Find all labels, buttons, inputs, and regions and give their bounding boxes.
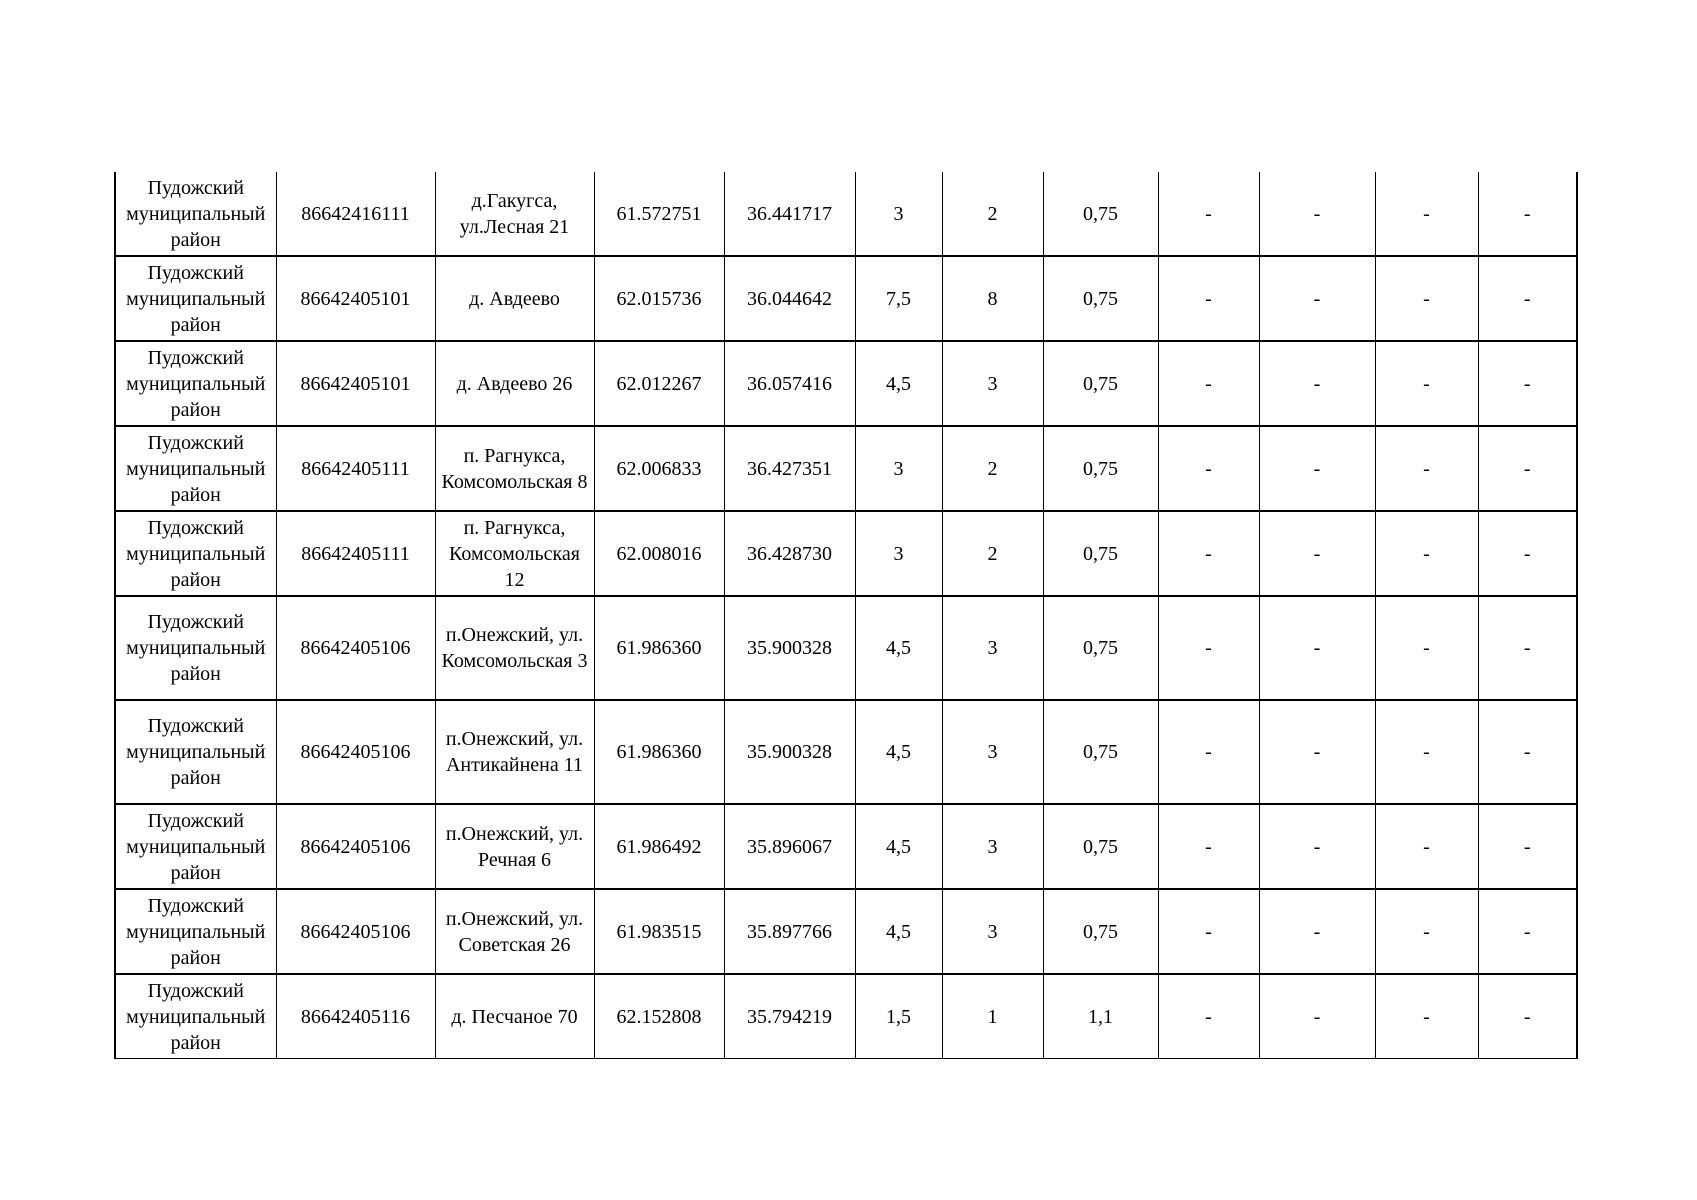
value-cell: 3 [942, 889, 1043, 974]
value-cell: 4,5 [855, 596, 942, 700]
value-cell: - [1158, 700, 1259, 804]
value-cell: 2 [942, 172, 1043, 256]
value-cell: - [1259, 256, 1375, 341]
value-cell: - [1259, 596, 1375, 700]
value-cell: 0,75 [1043, 511, 1158, 596]
latitude-cell: 62.015736 [594, 256, 724, 341]
oktmo-cell: 86642405101 [276, 256, 435, 341]
latitude-cell: 62.152808 [594, 974, 724, 1059]
value-cell: - [1478, 974, 1577, 1059]
table-row [115, 974, 1577, 1059]
oktmo-cell: 86642405106 [276, 804, 435, 889]
table-row [115, 804, 1577, 889]
value-cell: - [1375, 172, 1478, 256]
value-cell: 3 [942, 596, 1043, 700]
oktmo-cell: 86642405101 [276, 341, 435, 426]
value-cell: 8 [942, 256, 1043, 341]
value-cell: - [1259, 974, 1375, 1059]
data-table [114, 172, 1578, 1059]
value-cell: - [1158, 596, 1259, 700]
district-cell: Пудожский муниципальный район [115, 426, 276, 511]
district-cell: Пудожский муниципальный район [115, 974, 276, 1059]
value-cell: - [1259, 341, 1375, 426]
oktmo-cell: 86642405111 [276, 426, 435, 511]
table-row [115, 341, 1577, 426]
latitude-cell: 62.006833 [594, 426, 724, 511]
address-cell: п.Онежский, ул. Советская 26 [435, 889, 594, 974]
value-cell: 3 [942, 804, 1043, 889]
value-cell: - [1259, 889, 1375, 974]
value-cell: - [1478, 426, 1577, 511]
address-cell: д. Песчаное 70 [435, 974, 594, 1059]
longitude-cell: 36.441717 [724, 172, 855, 256]
value-cell: 3 [855, 426, 942, 511]
value-cell: 4,5 [855, 804, 942, 889]
value-cell: 4,5 [855, 700, 942, 804]
value-cell: - [1478, 256, 1577, 341]
value-cell: 0,75 [1043, 804, 1158, 889]
latitude-cell: 61.983515 [594, 889, 724, 974]
value-cell: - [1375, 256, 1478, 341]
value-cell: 0,75 [1043, 596, 1158, 700]
district-cell: Пудожский муниципальный район [115, 596, 276, 700]
value-cell: - [1259, 172, 1375, 256]
table-row [115, 172, 1577, 256]
address-cell: п.Онежский, ул. Антикайнена 11 [435, 700, 594, 804]
district-cell: Пудожский муниципальный район [115, 804, 276, 889]
value-cell: 4,5 [855, 341, 942, 426]
value-cell: 4,5 [855, 889, 942, 974]
value-cell: 0,75 [1043, 426, 1158, 511]
latitude-cell: 61.986360 [594, 700, 724, 804]
value-cell: 3 [942, 700, 1043, 804]
address-cell: п.Онежский, ул. Речная 6 [435, 804, 594, 889]
value-cell: - [1158, 172, 1259, 256]
table-row [115, 700, 1577, 804]
district-cell: Пудожский муниципальный район [115, 256, 276, 341]
value-cell: - [1375, 889, 1478, 974]
value-cell: - [1375, 596, 1478, 700]
value-cell: - [1158, 426, 1259, 511]
value-cell: 0,75 [1043, 172, 1158, 256]
address-cell: п.Онежский, ул. Комсомольская 3 [435, 596, 594, 700]
value-cell: - [1375, 341, 1478, 426]
oktmo-cell: 86642405116 [276, 974, 435, 1059]
longitude-cell: 35.900328 [724, 700, 855, 804]
longitude-cell: 35.900328 [724, 596, 855, 700]
latitude-cell: 61.986492 [594, 804, 724, 889]
value-cell: - [1478, 172, 1577, 256]
oktmo-cell: 86642405111 [276, 511, 435, 596]
value-cell: - [1259, 511, 1375, 596]
oktmo-cell: 86642405106 [276, 596, 435, 700]
value-cell: - [1158, 256, 1259, 341]
value-cell: 3 [855, 511, 942, 596]
value-cell: 0,75 [1043, 700, 1158, 804]
value-cell: - [1158, 341, 1259, 426]
address-cell: п. Рагнукса, Комсомольская 8 [435, 426, 594, 511]
district-cell: Пудожский муниципальный район [115, 700, 276, 804]
value-cell: - [1375, 700, 1478, 804]
value-cell: - [1158, 511, 1259, 596]
value-cell: - [1375, 974, 1478, 1059]
value-cell: 2 [942, 511, 1043, 596]
value-cell: 1,1 [1043, 974, 1158, 1059]
value-cell: - [1158, 804, 1259, 889]
latitude-cell: 61.986360 [594, 596, 724, 700]
latitude-cell: 62.008016 [594, 511, 724, 596]
value-cell: 1,5 [855, 974, 942, 1059]
longitude-cell: 36.057416 [724, 341, 855, 426]
oktmo-cell: 86642405106 [276, 700, 435, 804]
oktmo-cell: 86642405106 [276, 889, 435, 974]
value-cell: - [1478, 804, 1577, 889]
longitude-cell: 35.897766 [724, 889, 855, 974]
longitude-cell: 35.794219 [724, 974, 855, 1059]
address-cell: п. Рагнукса, Комсомольская 12 [435, 511, 594, 596]
longitude-cell: 35.896067 [724, 804, 855, 889]
table-row [115, 511, 1577, 596]
value-cell: - [1478, 889, 1577, 974]
district-cell: Пудожский муниципальный район [115, 341, 276, 426]
table-row [115, 426, 1577, 511]
value-cell: 0,75 [1043, 889, 1158, 974]
value-cell: - [1478, 700, 1577, 804]
address-cell: д.Гакугса, ул.Лесная 21 [435, 172, 594, 256]
value-cell: 3 [855, 172, 942, 256]
value-cell: - [1375, 511, 1478, 596]
value-cell: - [1158, 974, 1259, 1059]
value-cell: - [1478, 511, 1577, 596]
address-cell: д. Авдеево 26 [435, 341, 594, 426]
value-cell: - [1158, 889, 1259, 974]
value-cell: 0,75 [1043, 341, 1158, 426]
value-cell: - [1375, 426, 1478, 511]
value-cell: 3 [942, 341, 1043, 426]
value-cell: - [1259, 804, 1375, 889]
value-cell: - [1259, 700, 1375, 804]
address-cell: д. Авдеево [435, 256, 594, 341]
longitude-cell: 36.044642 [724, 256, 855, 341]
value-cell: - [1478, 341, 1577, 426]
latitude-cell: 61.572751 [594, 172, 724, 256]
longitude-cell: 36.428730 [724, 511, 855, 596]
value-cell: 7,5 [855, 256, 942, 341]
latitude-cell: 62.012267 [594, 341, 724, 426]
table-row [115, 596, 1577, 700]
table-row [115, 889, 1577, 974]
district-cell: Пудожский муниципальный район [115, 511, 276, 596]
value-cell: 2 [942, 426, 1043, 511]
value-cell: - [1375, 804, 1478, 889]
value-cell: - [1259, 426, 1375, 511]
district-cell: Пудожский муниципальный район [115, 889, 276, 974]
oktmo-cell: 86642416111 [276, 172, 435, 256]
value-cell: - [1478, 596, 1577, 700]
value-cell: 0,75 [1043, 256, 1158, 341]
district-cell: Пудожский муниципальный район [115, 172, 276, 256]
longitude-cell: 36.427351 [724, 426, 855, 511]
table-row [115, 256, 1577, 341]
value-cell: 1 [942, 974, 1043, 1059]
